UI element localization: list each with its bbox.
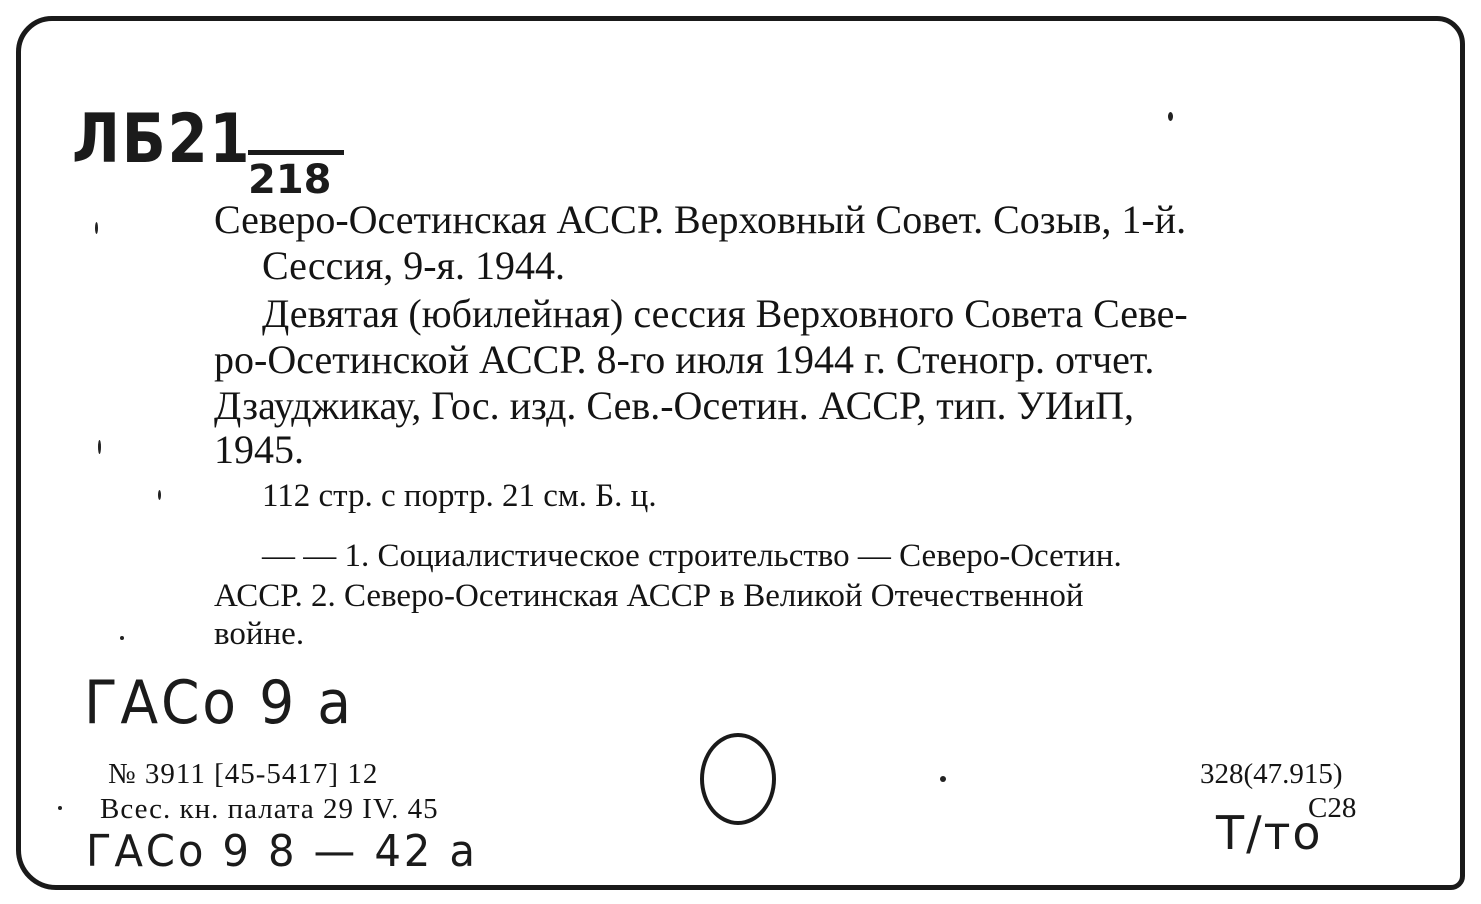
- scan-speck: [58, 806, 62, 810]
- subjects-line-2: АССР. 2. Северо-Осетинская АССР в Великой Отечественной: [214, 578, 1084, 614]
- title-line-4: 1945.: [214, 427, 304, 472]
- scan-speck: [158, 490, 161, 500]
- scan-speck: [95, 222, 98, 234]
- scan-speck: [98, 440, 101, 454]
- scan-speck: [1168, 112, 1173, 121]
- scan-speck: [120, 636, 124, 640]
- physical-description: 112 стр. с портр. 21 см. Б. ц.: [262, 478, 657, 514]
- handwritten-code: Т/то: [1216, 806, 1323, 860]
- chamber-date: Всес. кн. палата 29 IV. 45: [100, 793, 439, 825]
- classification-code: 328(47.915): [1200, 758, 1343, 790]
- card-punch-hole: [700, 733, 776, 825]
- title-line-3: Дзауджикау, Гос. изд. Сев.-Осетин. АССР, тип. УИиП,: [214, 383, 1135, 428]
- subjects-line-3: войне.: [214, 616, 305, 652]
- subjects-line-1: — — 1. Социалистическое строительство — Северо-Осетин.: [262, 538, 1122, 574]
- title-line-2: ро-Осетинской АССР. 8-го июля 1944 г. Стеногр. отчет.: [214, 337, 1155, 382]
- scan-speck: [940, 776, 946, 782]
- shelf-mark-sub: 218: [248, 150, 344, 203]
- shelf-mark: ЛБ21: [72, 100, 252, 179]
- author-mark: С28: [1308, 792, 1357, 824]
- archive-mark-handwritten: ГАСо 9 а: [84, 668, 354, 738]
- heading-line-2: Сессия, 9-я. 1944.: [262, 243, 565, 288]
- archive-mark-handwritten-2: ГАСо 9 8 — 42 а: [86, 826, 478, 877]
- registry-number: № 3911 [45-5417] 12: [108, 758, 379, 790]
- title-line-1: Девятая (юбилейная) сессия Верховного Совета Севе-: [262, 291, 1188, 336]
- heading-line-1: Северо-Осетинская АССР. Верховный Совет. Созыв, 1-й.: [214, 197, 1187, 242]
